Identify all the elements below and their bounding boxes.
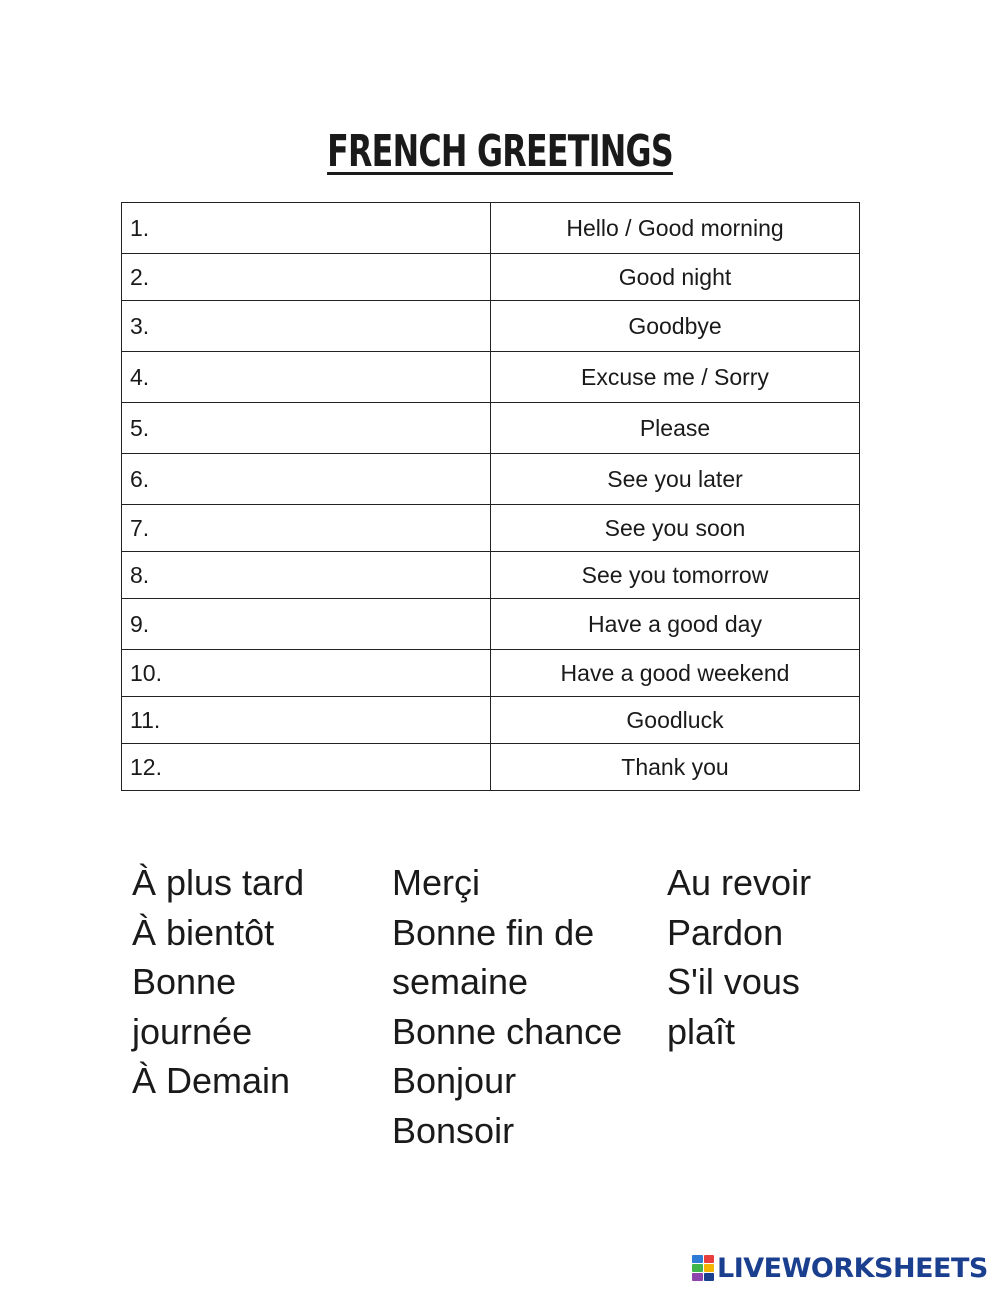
logo-block	[692, 1273, 703, 1281]
logo-block	[692, 1264, 703, 1272]
answer-cell[interactable]: 10.	[122, 650, 491, 697]
table-row	[122, 301, 860, 352]
english-phrase: Good night	[491, 254, 860, 301]
word-bank-item[interactable]: À plus tard	[132, 862, 305, 903]
answer-cell[interactable]: 3.	[122, 301, 491, 352]
word-bank-item[interactable]: À bientôt	[132, 911, 275, 953]
table-row	[122, 203, 860, 254]
word-bank-item[interactable]: Pardon	[667, 911, 784, 953]
logo-block	[704, 1264, 715, 1272]
word-bank-item[interactable]: Bonsoir	[392, 1109, 515, 1151]
answer-cell[interactable]: 4.	[122, 352, 491, 403]
answer-cell[interactable]: 1.	[122, 203, 491, 254]
english-phrase: Hello / Good morning	[491, 203, 860, 254]
logo-block	[692, 1255, 703, 1263]
word-bank-item[interactable]: À Demain	[132, 1060, 291, 1102]
table-row	[122, 599, 860, 650]
word-bank-item[interactable]: Bonne fin de	[392, 911, 595, 953]
word-bank-column-1	[132, 858, 372, 1106]
logo-block	[704, 1255, 715, 1263]
word-bank-item[interactable]: Bonjour	[392, 1060, 517, 1102]
english-phrase: Goodbye	[491, 301, 860, 352]
answer-cell[interactable]: 5.	[122, 403, 491, 454]
table-row	[122, 697, 860, 744]
table-row	[122, 254, 860, 301]
word-bank-item[interactable]: semaine	[392, 961, 529, 1003]
english-phrase: See you later	[491, 454, 860, 505]
logo-block	[704, 1273, 715, 1281]
english-phrase: Goodluck	[491, 697, 860, 744]
table-row	[122, 744, 860, 791]
liveworksheets-logo	[692, 1252, 988, 1284]
table-row	[122, 352, 860, 403]
answer-cell[interactable]: 7.	[122, 505, 491, 552]
word-bank-item[interactable]: Bonne chance	[392, 1010, 623, 1052]
table-row	[122, 454, 860, 505]
table-row	[122, 505, 860, 552]
english-phrase: Have a good day	[491, 599, 860, 650]
answer-cell[interactable]: 11.	[122, 697, 491, 744]
answer-cell[interactable]: 6.	[122, 454, 491, 505]
word-bank-item[interactable]: Merçi	[392, 862, 480, 903]
english-phrase: Excuse me / Sorry	[491, 352, 860, 403]
english-phrase: See you soon	[491, 505, 860, 552]
page-title	[140, 122, 860, 182]
word-bank-item[interactable]: journée	[132, 1010, 253, 1052]
answer-cell[interactable]: 9.	[122, 599, 491, 650]
english-phrase: Please	[491, 403, 860, 454]
english-phrase: See you tomorrow	[491, 552, 860, 599]
word-bank-item[interactable]: Bonne	[132, 961, 237, 1003]
page-title-text: FRENCH GREETINGS	[327, 126, 673, 177]
word-bank-item[interactable]: S'il vous	[667, 961, 800, 1003]
answer-cell[interactable]: 12.	[122, 744, 491, 791]
matching-table	[121, 202, 860, 791]
word-bank-item[interactable]: Au revoir	[667, 862, 812, 903]
liveworksheets-logo-icon	[692, 1255, 714, 1281]
english-phrase: Have a good weekend	[491, 650, 860, 697]
table-row	[122, 403, 860, 454]
table-row	[122, 650, 860, 697]
word-bank-column-2	[392, 858, 652, 1156]
word-bank-item[interactable]: plaît	[667, 1010, 736, 1052]
answer-cell[interactable]: 2.	[122, 254, 491, 301]
english-phrase: Thank you	[491, 744, 860, 791]
table-row	[122, 552, 860, 599]
liveworksheets-logo-text: LIVEWORKSHEETS	[717, 1252, 988, 1284]
answer-cell[interactable]: 8.	[122, 552, 491, 599]
word-bank-column-3	[667, 858, 867, 1056]
